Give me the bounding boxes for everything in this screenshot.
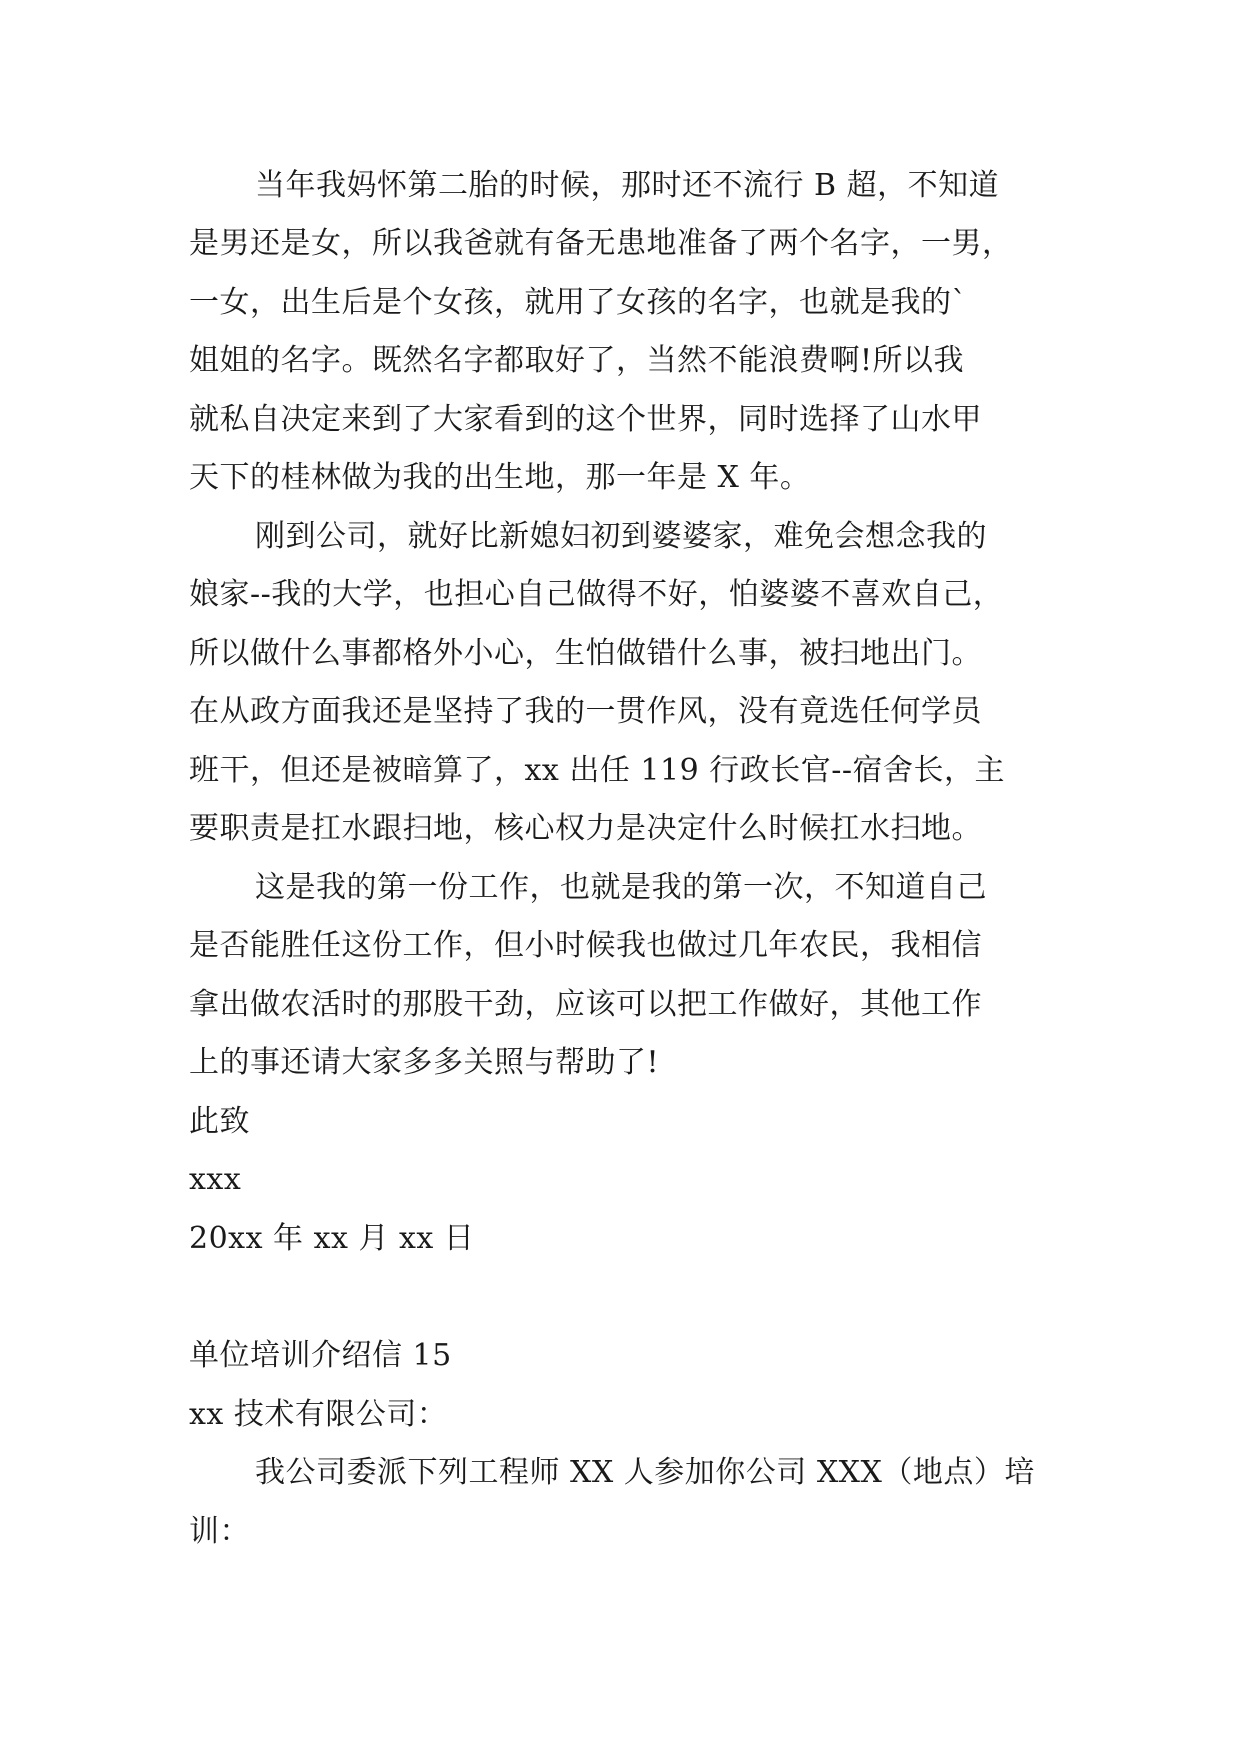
paragraph-3-line-3: 拿出做农活时的那股干劲，应该可以把工作做好，其他工作 xyxy=(189,987,982,1022)
closing-salutation: 此致 xyxy=(189,1104,250,1139)
section-title: 单位培训介绍信 15 xyxy=(189,1338,452,1373)
addressee: xx 技术有限公司： xyxy=(189,1397,448,1432)
paragraph-2-line-2: 娘家--我的大学，也担心自己做得不好，怕婆婆不喜欢自己， xyxy=(189,577,1004,612)
paragraph-1-line-6: 天下的桂林做为我的出生地，那一年是 X 年。 xyxy=(189,460,811,495)
paragraph-2-line-1: 刚到公司，就好比新媳妇初到婆婆家，难免会想念我的 xyxy=(255,519,987,554)
paragraph-1-line-4: 姐姐的名字。既然名字都取好了，当然不能浪费啊!所以我 xyxy=(189,343,965,378)
paragraph-2-line-4: 在从政方面我还是坚持了我的一贯作风，没有竟选任何学员 xyxy=(189,694,982,729)
letter-body-line-2: 训： xyxy=(189,1514,250,1549)
paragraph-3-line-4: 上的事还请大家多多关照与帮助了! xyxy=(189,1045,660,1080)
paragraph-1-line-1: 当年我妈怀第二胎的时候，那时还不流行 B 超，不知道 xyxy=(255,168,1000,203)
paragraph-2-line-5: 班干，但还是被暗算了，xx 出任 119 行政长官--宿舍长，主 xyxy=(189,753,1005,788)
paragraph-1-line-5: 就私自决定来到了大家看到的这个世界，同时选择了山水甲 xyxy=(189,402,982,437)
paragraph-2-line-6: 要职责是扛水跟扫地，核心权力是决定什么时候扛水扫地。 xyxy=(189,811,982,846)
paragraph-3-line-1: 这是我的第一份工作，也就是我的第一次，不知道自己 xyxy=(255,870,987,905)
paragraph-1-line-3: 一女，出生后是个女孩，就用了女孩的名字，也就是我的` xyxy=(189,285,967,320)
date: 20xx 年 xx 月 xx 日 xyxy=(189,1221,475,1256)
paragraph-1-line-2: 是男还是女，所以我爸就有备无患地准备了两个名字，一男， xyxy=(189,226,1013,261)
signature: xxx xyxy=(189,1162,242,1197)
paragraph-2-line-3: 所以做什么事都格外小心，生怕做错什么事，被扫地出门。 xyxy=(189,636,982,671)
letter-body-line-1: 我公司委派下列工程师 XX 人参加你公司 XXX（地点）培 xyxy=(255,1455,1035,1490)
paragraph-3-line-2: 是否能胜任这份工作，但小时候我也做过几年农民，我相信 xyxy=(189,928,982,963)
